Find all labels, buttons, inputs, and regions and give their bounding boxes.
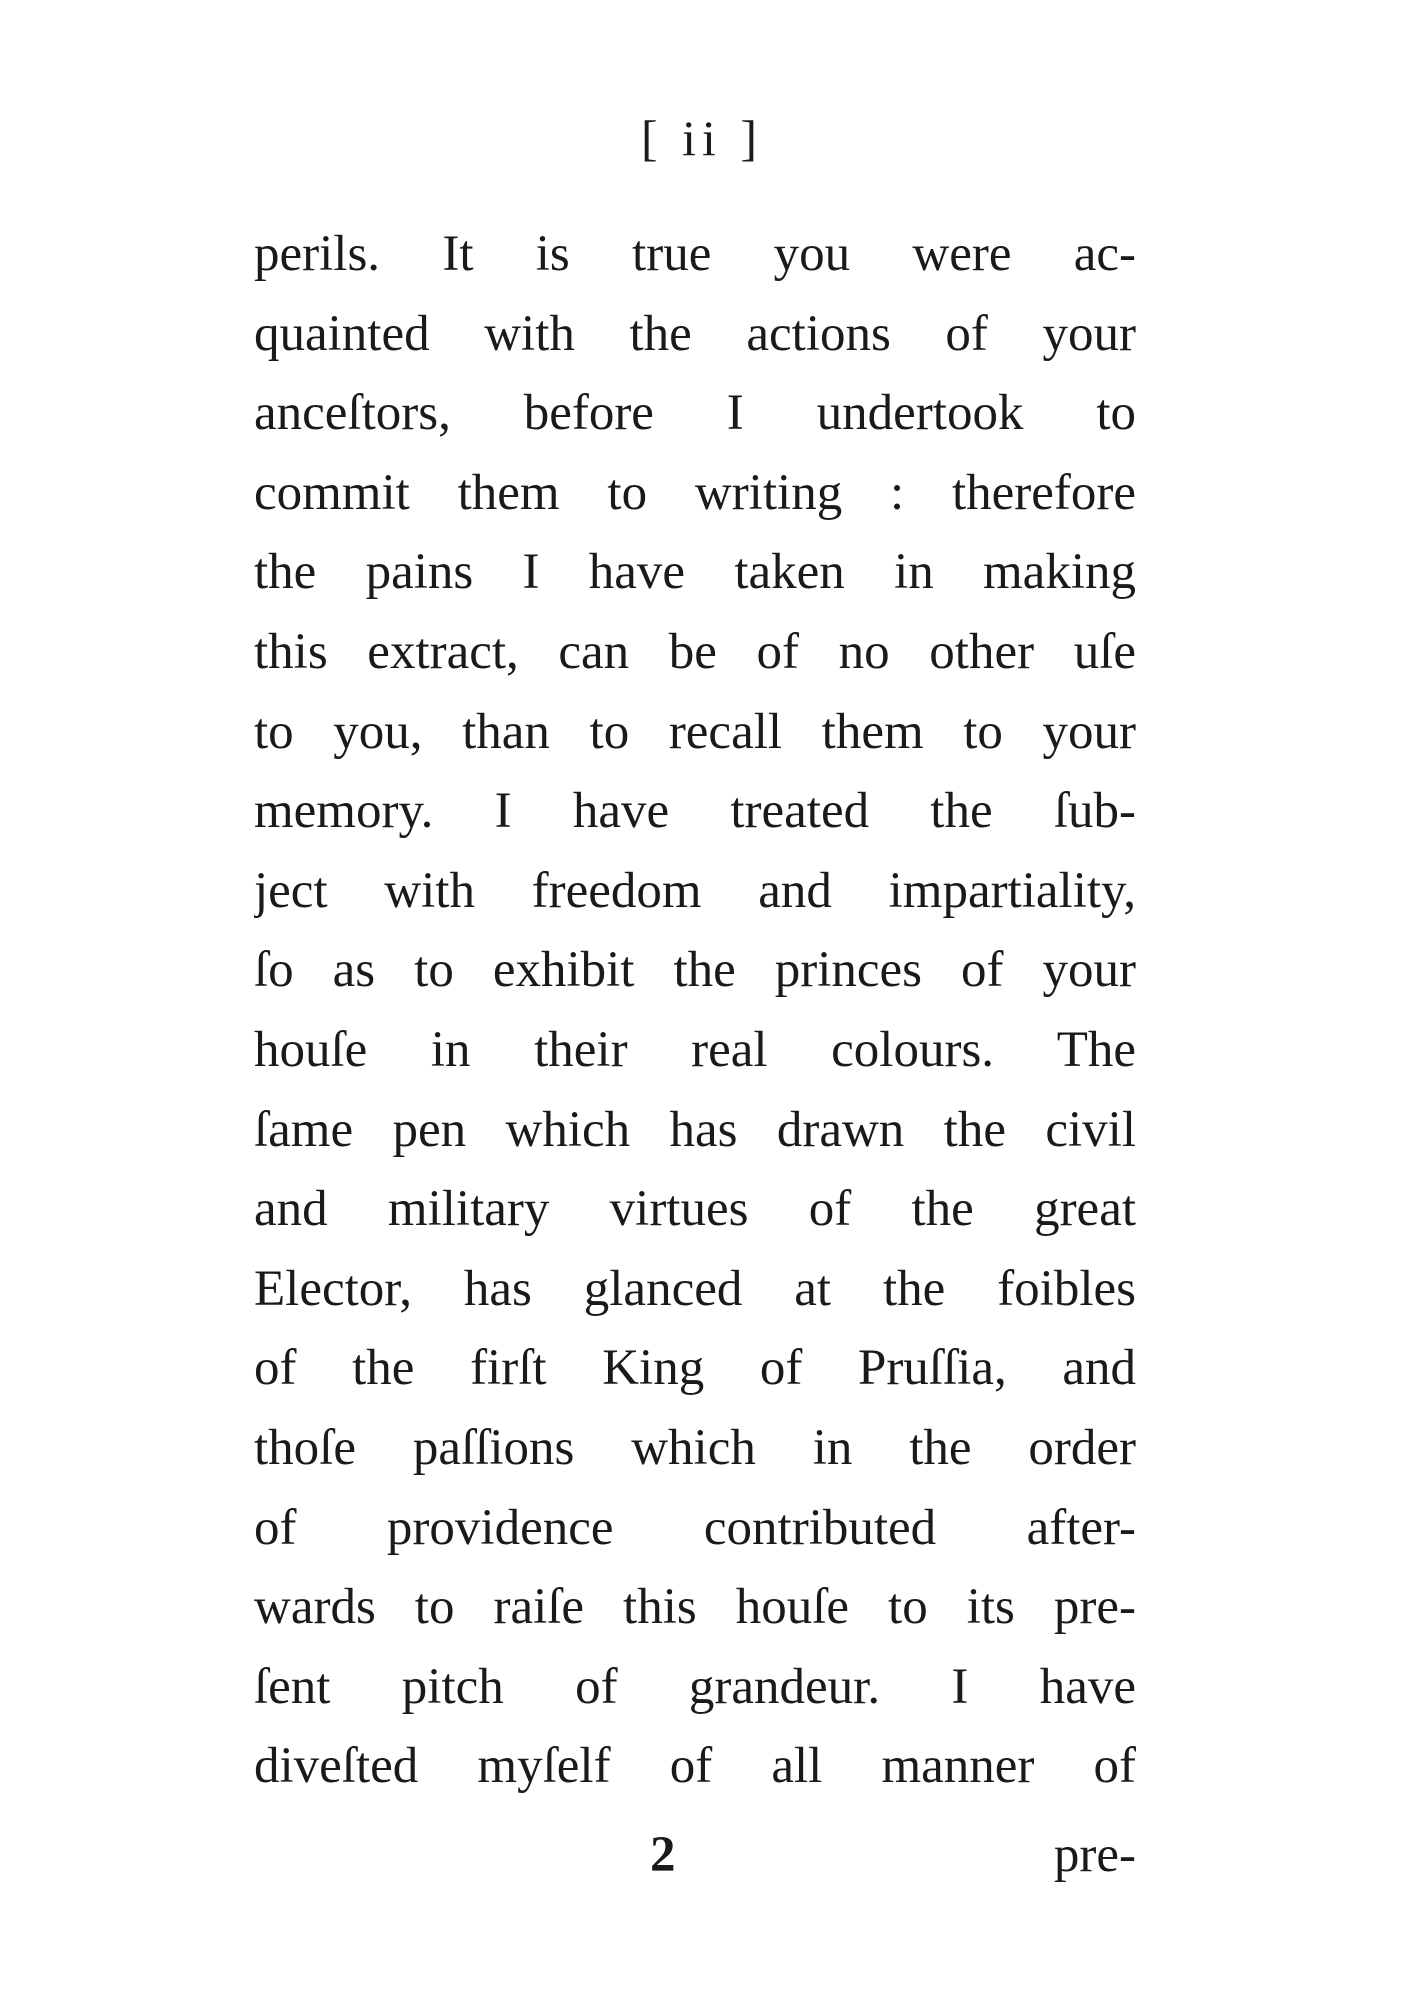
text-line: of providence contributed after- xyxy=(254,1499,1136,1556)
text-line: houſe in their real colours. The xyxy=(254,1021,1136,1078)
text-line: wards to raiſe this houſe to its pre- xyxy=(254,1579,1136,1636)
text-line: Elector, has glanced at the foibles xyxy=(254,1260,1136,1317)
page-number: [ ii ] xyxy=(640,110,764,166)
catchword: pre- xyxy=(1053,1827,1136,1883)
text-line: quainted with the actions of your xyxy=(254,305,1136,362)
text-line: to you, than to recall them to your xyxy=(254,703,1136,760)
text-line: memory. I have treated the ſub- xyxy=(254,783,1136,840)
text-line: ject with freedom and impartiality, xyxy=(254,862,1136,919)
text-line: this extract, can be of no other uſe xyxy=(254,623,1136,680)
text-line: thoſe paſſions which in the order xyxy=(254,1419,1136,1476)
text-line: ſent pitch of grandeur. I have xyxy=(254,1658,1136,1715)
text-line: ſo as to exhibit the princes of your xyxy=(254,942,1136,999)
text-line: commit them to writing : therefore xyxy=(254,464,1136,521)
text-line: the pains I have taken in making xyxy=(254,544,1136,601)
text-line: and military virtues of the great xyxy=(254,1181,1136,1238)
text-line: of the firſt King of Pruſſia, and xyxy=(254,1340,1136,1397)
text-line: anceſtors, before I undertook to xyxy=(254,385,1136,442)
text-line: ſame pen which has drawn the civil xyxy=(254,1101,1136,1158)
text-line: perils. It is true you were ac- xyxy=(254,226,1136,282)
text-line: diveſted myſelf of all manner of xyxy=(254,1738,1136,1795)
signature-mark: 2 xyxy=(650,1827,676,1883)
page-footer xyxy=(254,1820,1136,1890)
body-text xyxy=(254,215,1136,1807)
